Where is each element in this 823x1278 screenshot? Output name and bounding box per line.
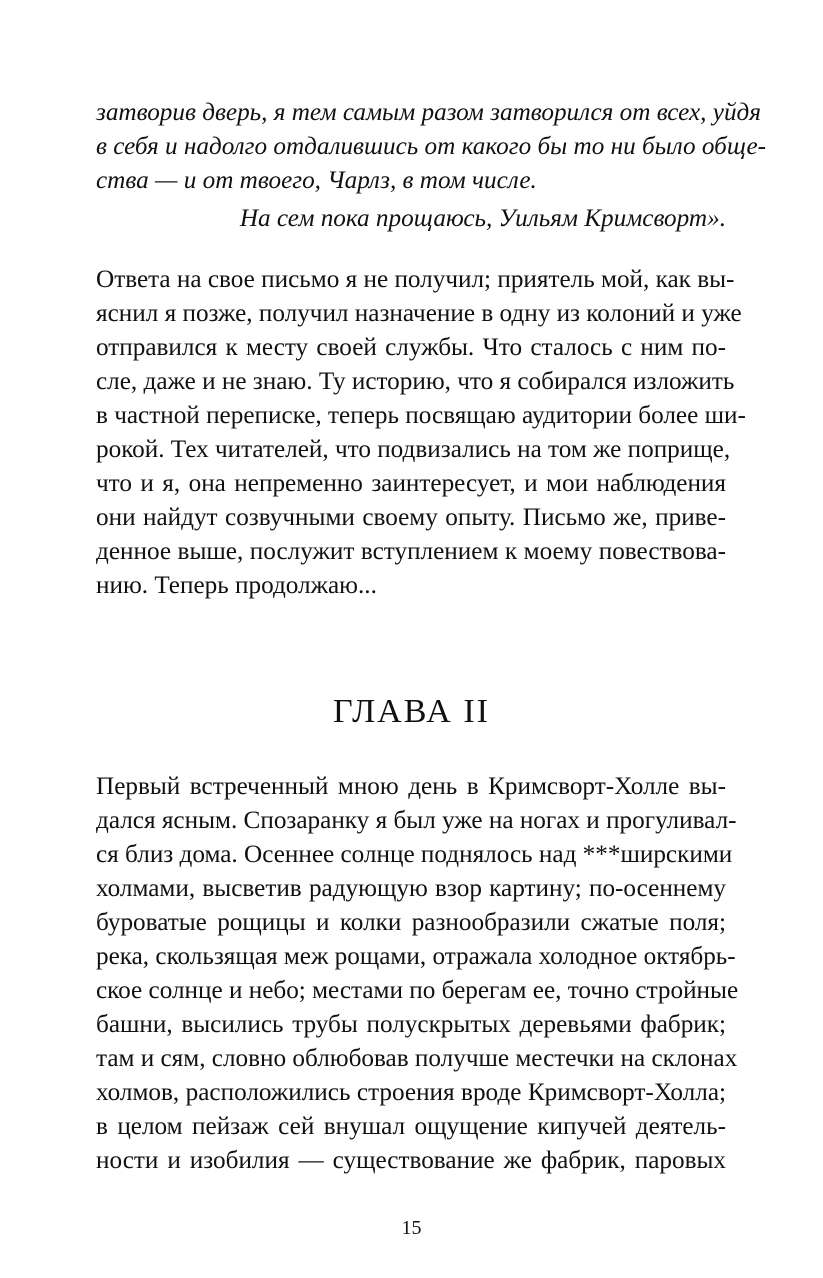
page-number: 15 — [401, 1217, 422, 1239]
paragraph2-line: ское солнце и небо; местами по берегам ее, точно стройные — [96, 977, 739, 1004]
paragraph2-line: в целом пейзаж сей внушал ощущение кипучей деятель- — [96, 1113, 726, 1140]
letter-line-2: в себя и надолго отдалившись от какого бы то ни было обще- — [96, 133, 767, 160]
paragraph2-line: буроватые рощицы и колки разнообразили сжатые поля; — [96, 909, 726, 936]
paragraph1-line: отправился к месту своей службы. Что сталось с ним по- — [96, 334, 726, 361]
paragraph1-line: яснил я позже, получил назначение в одну из колоний и уже — [96, 300, 742, 327]
paragraph2-line: холмов, расположились строения вроде Кримсворт-Холла; — [96, 1079, 726, 1106]
paragraph1-line: сле, даже и не знаю. Ту историю, что я собирался изложить — [96, 368, 735, 395]
paragraph1-line: в частной переписке, теперь посвящаю аудитории более ши- — [96, 402, 746, 429]
paragraph2-line: там и сям, словно облюбовав получше местечки на склонах — [96, 1045, 738, 1072]
paragraph1-line: рокой. Тех читателей, что подвизались на том же поприще, — [96, 436, 731, 463]
paragraph1-line: Ответа на свое письмо я не получил; приятель мой, как вы- — [96, 266, 735, 293]
chapter-title: ГЛАВА II — [333, 693, 490, 730]
paragraph1-line: что и я, она непременно заинтересует, и мои наблюдения — [96, 470, 726, 497]
paragraph2-line: башни, высились трубы полускрытых деревьями фабрик; — [96, 1011, 726, 1038]
paragraph2-line: Первый встреченный мною день в Кримсворт-Холле вы- — [96, 773, 726, 800]
letter-line-3: ства — и от твоего, Чарлз, в том числе. — [96, 167, 537, 194]
paragraph2-line: холмами, высветив радующую взор картину; по-осеннему — [96, 875, 726, 902]
paragraph2-line: ся близ дома. Осеннее солнце поднялось над ***ширскими — [96, 841, 733, 868]
paragraph1-line: они найдут созвучными своему опыту. Письмо же, приве- — [96, 504, 726, 531]
paragraph2-line: дался ясным. Спозаранку я был уже на ногах и прогуливал- — [96, 807, 737, 834]
letter-line-1: затворив дверь, я тем самым разом затворился от всех, уйдя — [96, 99, 761, 126]
letter-signature: На сем пока прощаюсь, Уильям Кримсворт». — [239, 205, 726, 232]
paragraph2-line: река, скользящая меж рощами, отражала холодное октябрь- — [96, 943, 736, 970]
paragraph1-line: денное выше, послужит вступлением к моему повествова- — [96, 538, 726, 565]
paragraph2-line: ности и изобилия — существование же фабрик, паровых — [96, 1147, 726, 1174]
paragraph1-line: нию. Теперь продолжаю... — [96, 572, 377, 599]
